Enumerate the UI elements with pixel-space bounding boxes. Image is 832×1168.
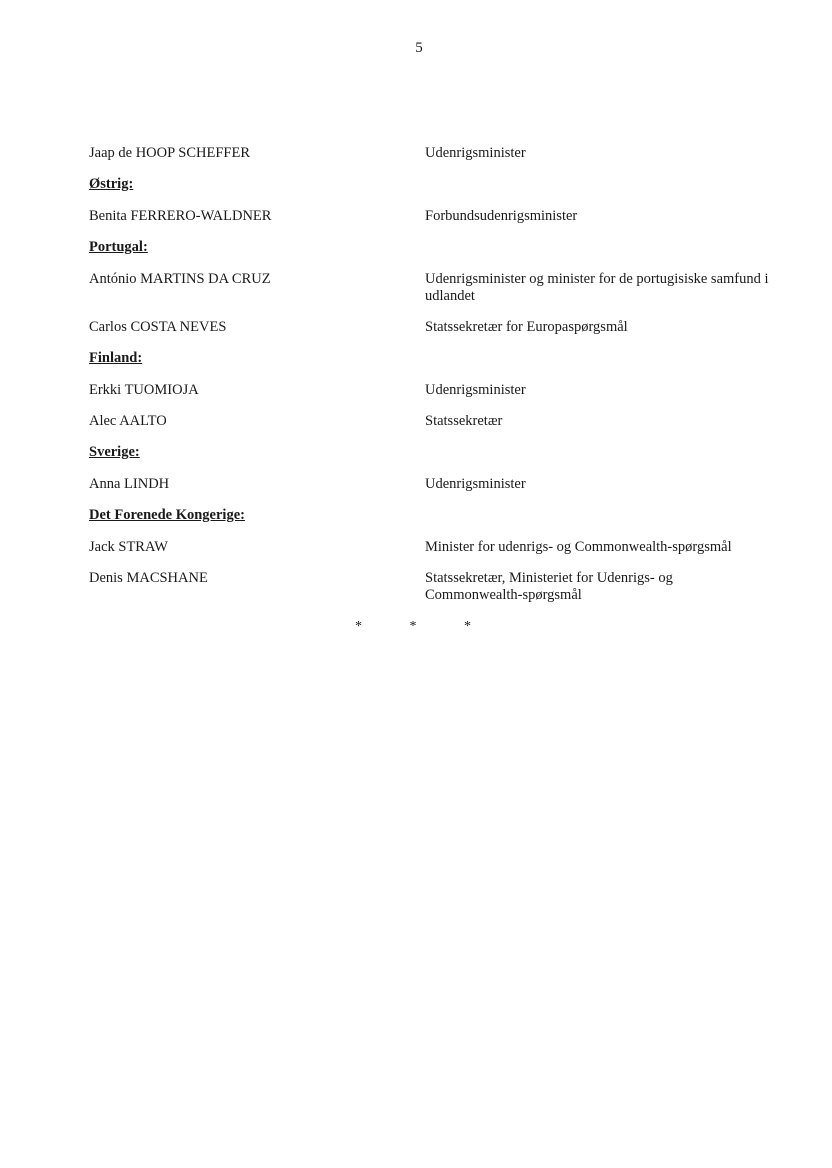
country-heading: Portugal: — [89, 239, 148, 255]
person-title: Udenrigsminister — [425, 476, 526, 492]
person-name: Alec AALTO — [89, 413, 167, 429]
person-title: Forbundsudenrigsminister — [425, 208, 578, 224]
person-name: Erkki TUOMIOJA — [89, 382, 199, 398]
person-title: Minister for udenrigs- og Commonwealth-spørgsmål — [425, 539, 732, 555]
person-name: Denis MACSHANE — [89, 570, 208, 586]
person-name: António MARTINS DA CRUZ — [89, 271, 271, 287]
person-title: Statssekretær for Europaspørgsmål — [425, 319, 628, 335]
person-row — [89, 145, 769, 162]
person-title: Udenrigsminister — [425, 145, 526, 161]
person-title: Udenrigsminister og minister for de portugisiske samfund i udlandet — [425, 271, 769, 304]
person-row — [89, 570, 769, 604]
person-name: Anna LINDH — [89, 476, 170, 492]
person-row — [89, 271, 769, 305]
person-name: Jaap de HOOP SCHEFFER — [89, 145, 250, 161]
delegation-list — [89, 145, 769, 604]
country-heading: Sverige: — [89, 444, 140, 460]
person-row — [89, 382, 769, 399]
country-heading: Det Forenede Kongerige: — [89, 507, 245, 523]
person-title: Udenrigsminister — [425, 382, 526, 398]
country-heading: Østrig: — [89, 176, 134, 192]
page-number: 5 — [415, 40, 423, 56]
section-separator: * * * — [355, 619, 493, 634]
person-title: Statssekretær, Ministeriet for Udenrigs- og Commonwealth-spørgsmål — [425, 570, 673, 603]
person-row — [89, 208, 769, 225]
person-name: Benita FERRERO-WALDNER — [89, 208, 272, 224]
person-row — [89, 539, 769, 556]
person-row — [89, 476, 769, 493]
person-name: Carlos COSTA NEVES — [89, 319, 227, 335]
person-title: Statssekretær — [425, 413, 503, 429]
person-row — [89, 413, 769, 430]
person-name: Jack STRAW — [89, 539, 168, 555]
country-heading: Finland: — [89, 350, 143, 366]
person-row — [89, 319, 769, 336]
